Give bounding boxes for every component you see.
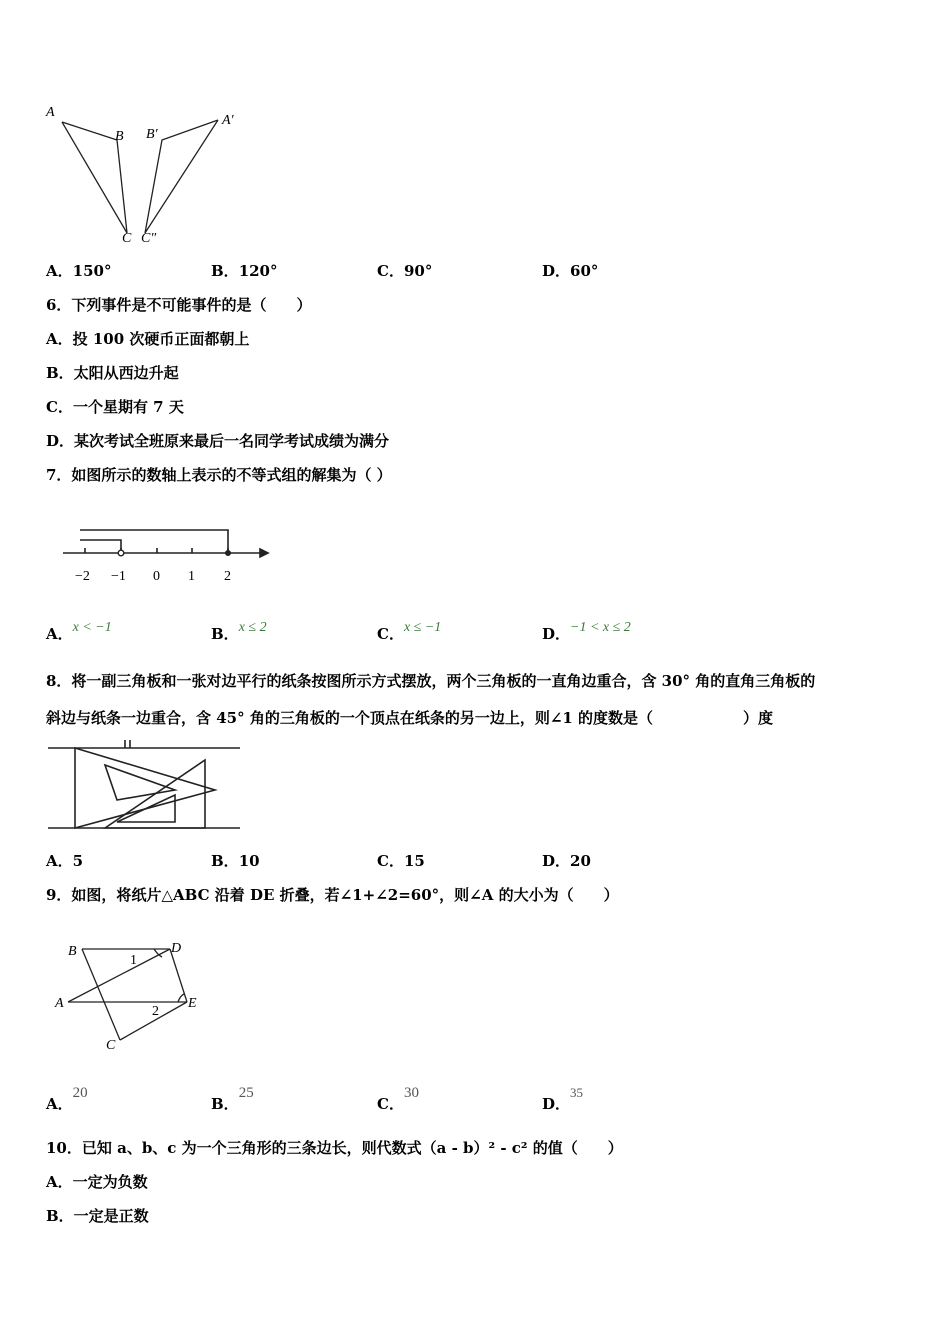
q9-option-b[interactable]: B．25 — [211, 1085, 254, 1113]
closed-dot-icon — [225, 550, 231, 556]
q5-figure — [40, 100, 250, 250]
q10-option-b[interactable]: B．一定是正数 — [46, 1207, 149, 1225]
open-dot-icon — [118, 550, 124, 556]
q5-label-C-prime: C″ — [141, 231, 157, 246]
q5-label-A: A — [46, 105, 55, 120]
q9-label-angle1: 1 — [130, 953, 137, 968]
q10-option-a[interactable]: A．一定为负数 — [46, 1173, 148, 1191]
q9-figure — [50, 935, 220, 1055]
q8-option-d[interactable]: D．20 — [542, 852, 591, 870]
q7-option-c[interactable]: C．x ≤ −1 — [377, 620, 442, 643]
q6-option-a[interactable]: A．投 100 次硬币正面都朝上 — [46, 330, 250, 348]
q5-option-d[interactable]: D．60° — [542, 262, 599, 280]
q9-label-C: C — [106, 1038, 116, 1053]
q6-stem: 6．下列事件是不可能事件的是（ ） — [46, 296, 312, 314]
q8-option-c[interactable]: C．15 — [377, 852, 425, 870]
q7-option-b[interactable]: B．x ≤ 2 — [211, 620, 267, 643]
q5-option-c[interactable]: C．90° — [377, 262, 433, 280]
tick-label-0: 0 — [153, 569, 160, 584]
tick-label-neg1: −1 — [111, 569, 126, 584]
q7-number-line — [55, 520, 275, 586]
q9-label-D: D — [171, 941, 182, 956]
q5-label-C: C — [122, 231, 132, 246]
q10-stem: 10．已知 a、b、c 为一个三角形的三条边长，则代数式（a - b）² - c² 的值（ ） — [46, 1139, 623, 1157]
q8-option-b[interactable]: B．10 — [211, 852, 260, 870]
q7-option-d[interactable]: D．−1 < x ≤ 2 — [542, 620, 631, 643]
q5-label-B-prime: B′ — [146, 127, 158, 142]
q6-option-d[interactable]: D．某次考试全班原来最后一名同学考试成绩为满分 — [46, 432, 390, 450]
q7-option-a[interactable]: A．x < −1 — [46, 620, 112, 643]
q9-option-d[interactable]: D．35 — [542, 1085, 584, 1113]
q7-stem: 7．如图所示的数轴上表示的不等式组的解集为（ ） — [46, 466, 392, 484]
tick-label-1: 1 — [188, 569, 195, 584]
q5-label-B: B — [115, 129, 124, 144]
q9-label-angle2: 2 — [152, 1004, 159, 1019]
q9-label-B: B — [68, 944, 77, 959]
q8-figure — [45, 740, 245, 836]
q8-stem-line1: 8．将一副三角板和一张对边平行的纸条按图所示方式摆放，两个三角板的一直角边重合，含 30° 角的直角三角板的 — [46, 672, 816, 690]
q9-option-c[interactable]: C．30 — [377, 1085, 419, 1113]
q8-option-a[interactable]: A．5 — [46, 852, 84, 870]
tick-label-neg2: −2 — [75, 569, 90, 584]
q8-stem-line2: 斜边与纸条一边重合，含 45° 角的三角板的一个顶点在纸条的另一边上，则∠1 的度数是（ ）度 — [46, 709, 774, 727]
q5-option-a[interactable]: A．150° — [46, 262, 112, 280]
q9-stem: 9．如图，将纸片△ABC 沿着 DE 折叠，若∠1+∠2=60°，则∠A 的大小为（ ） — [46, 886, 619, 904]
tick-label-2: 2 — [224, 569, 231, 584]
q6-option-c[interactable]: C．一个星期有 7 天 — [46, 398, 184, 416]
q5-option-b[interactable]: B．120° — [211, 262, 278, 280]
q6-option-b[interactable]: B．太阳从西边升起 — [46, 364, 179, 382]
q9-label-E: E — [188, 996, 197, 1011]
q9-option-a[interactable]: A．20 — [46, 1085, 88, 1113]
q9-label-A: A — [55, 996, 64, 1011]
q5-label-A-prime: A′ — [222, 113, 234, 128]
